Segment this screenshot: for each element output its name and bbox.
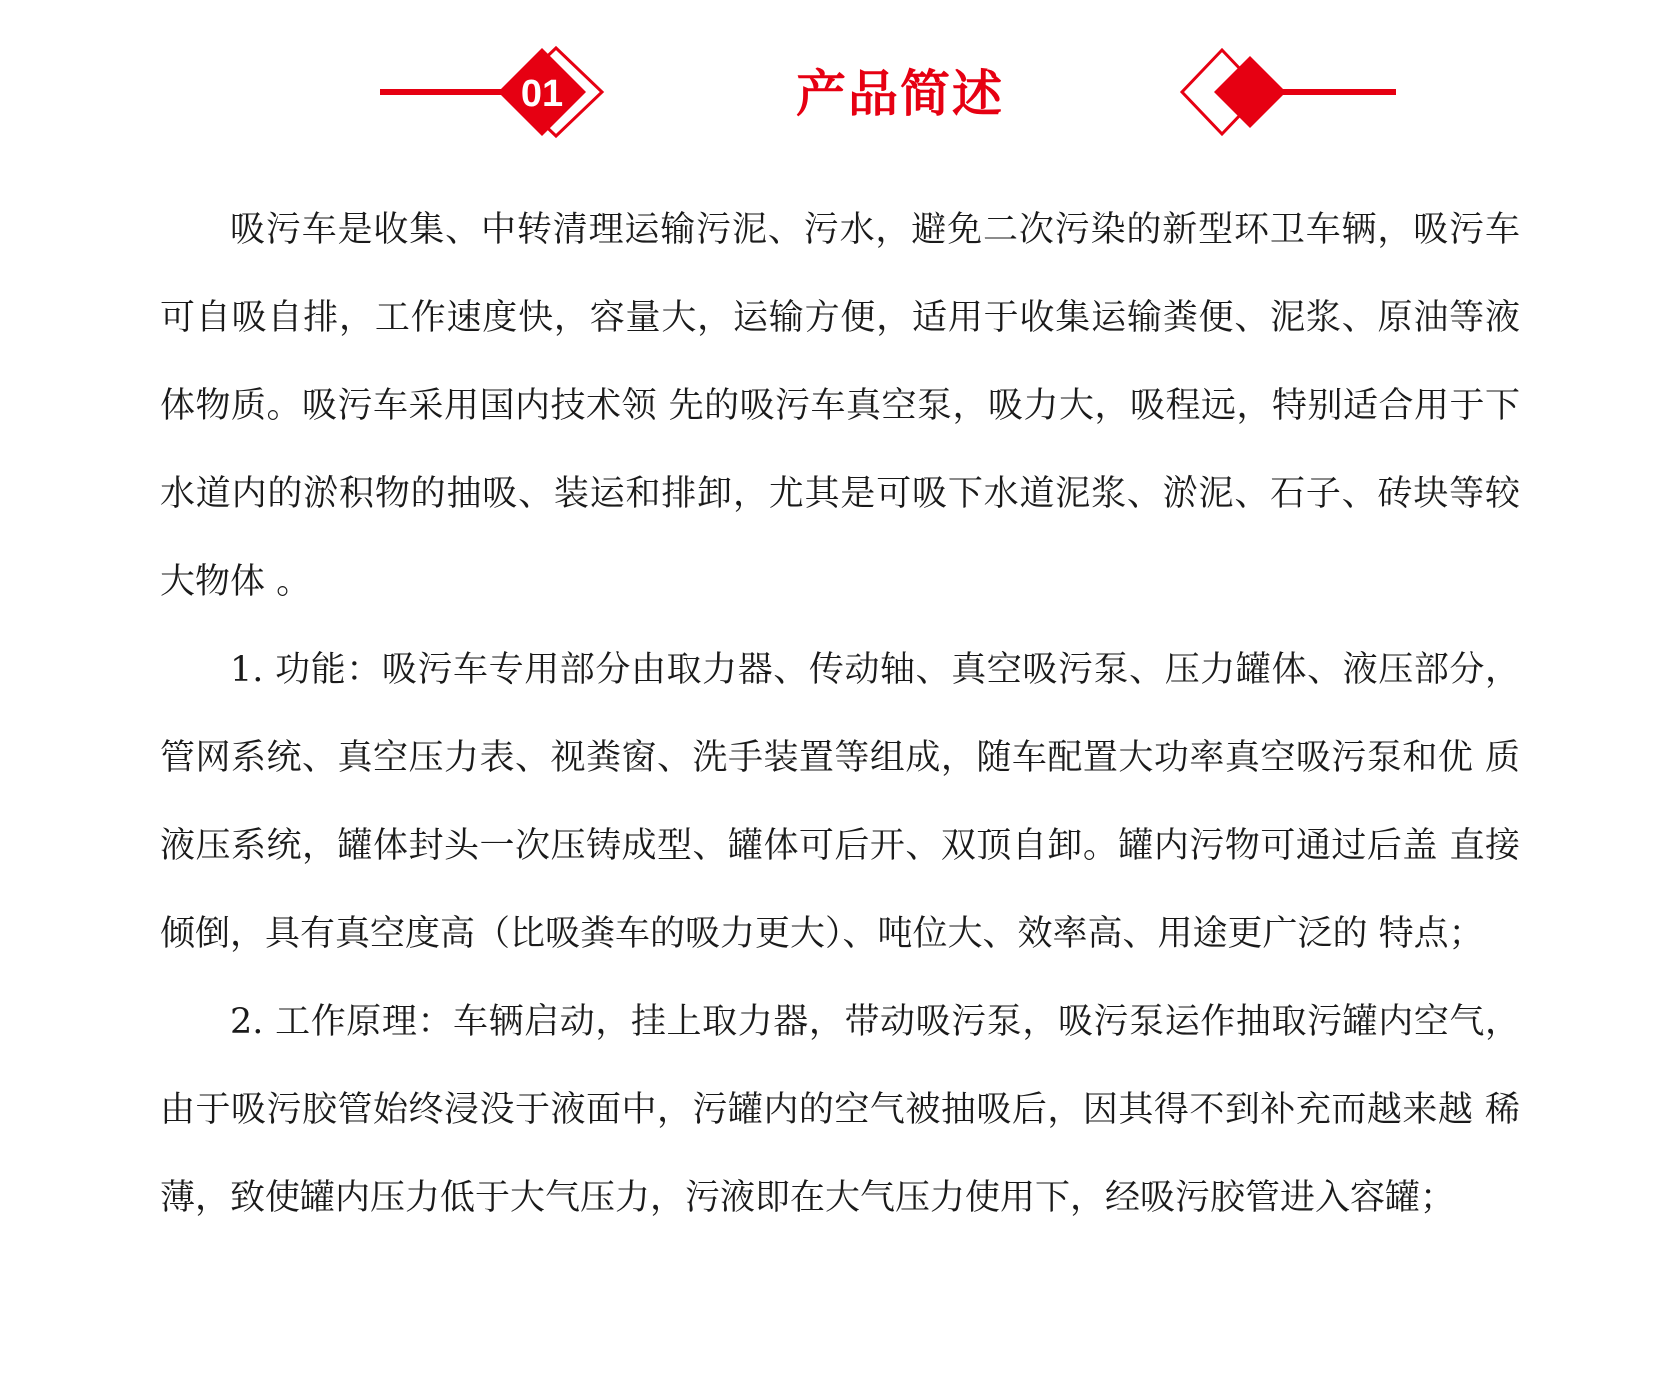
paragraph-intro: 吸污车是收集、中转清理运输污泥、污水，避免二次污染的新型环卫车辆，吸污车可自吸自排，工作速度快，容量大，运输方便，适用于收集运输粪便、泥浆、原油等液体物质。吸污车采用国内技术领 先的吸污车真空泵，吸力大，吸程远，特别适合用于下水道内的淤积物的抽吸、装运和排卸，尤其是可吸下水道泥浆、淤泥、石子、砖块等较大物体 。 [160, 210, 1520, 602]
paragraph-function: 1. 功能：吸污车专用部分由取力器、传动轴、真空吸污泵、压力罐体、液压部分， 管网系统、真空压力表、视粪窗、洗手装置等组成，随车配置大功率真空吸污泵和优 质液压系统，罐体封头一次压铸成型、罐体可后开、双顶自卸。罐内污物可通过后盖 直接倾倒，具有真空度高（比吸粪车的吸力更大）、吨位大、效率高、用途更广泛的 特点； [160, 650, 1520, 954]
paragraph-working-principle: 2. 工作原理：车辆启动，挂上取力器，带动吸污泵，吸污泵运作抽取污罐内空气， 由于吸污胶管始终浸没于液面中，污罐内的空气被抽吸后，因其得不到补充而越来越 稀薄，致使罐内压力低于大气压力，污液即在大气压力使用下，经吸污胶管进入容罐； [160, 1002, 1520, 1218]
section-number: 01 [520, 73, 564, 115]
section-title: 产品简述 [796, 65, 1004, 123]
section-header [0, 0, 1654, 180]
body-text [160, 186, 1520, 1242]
